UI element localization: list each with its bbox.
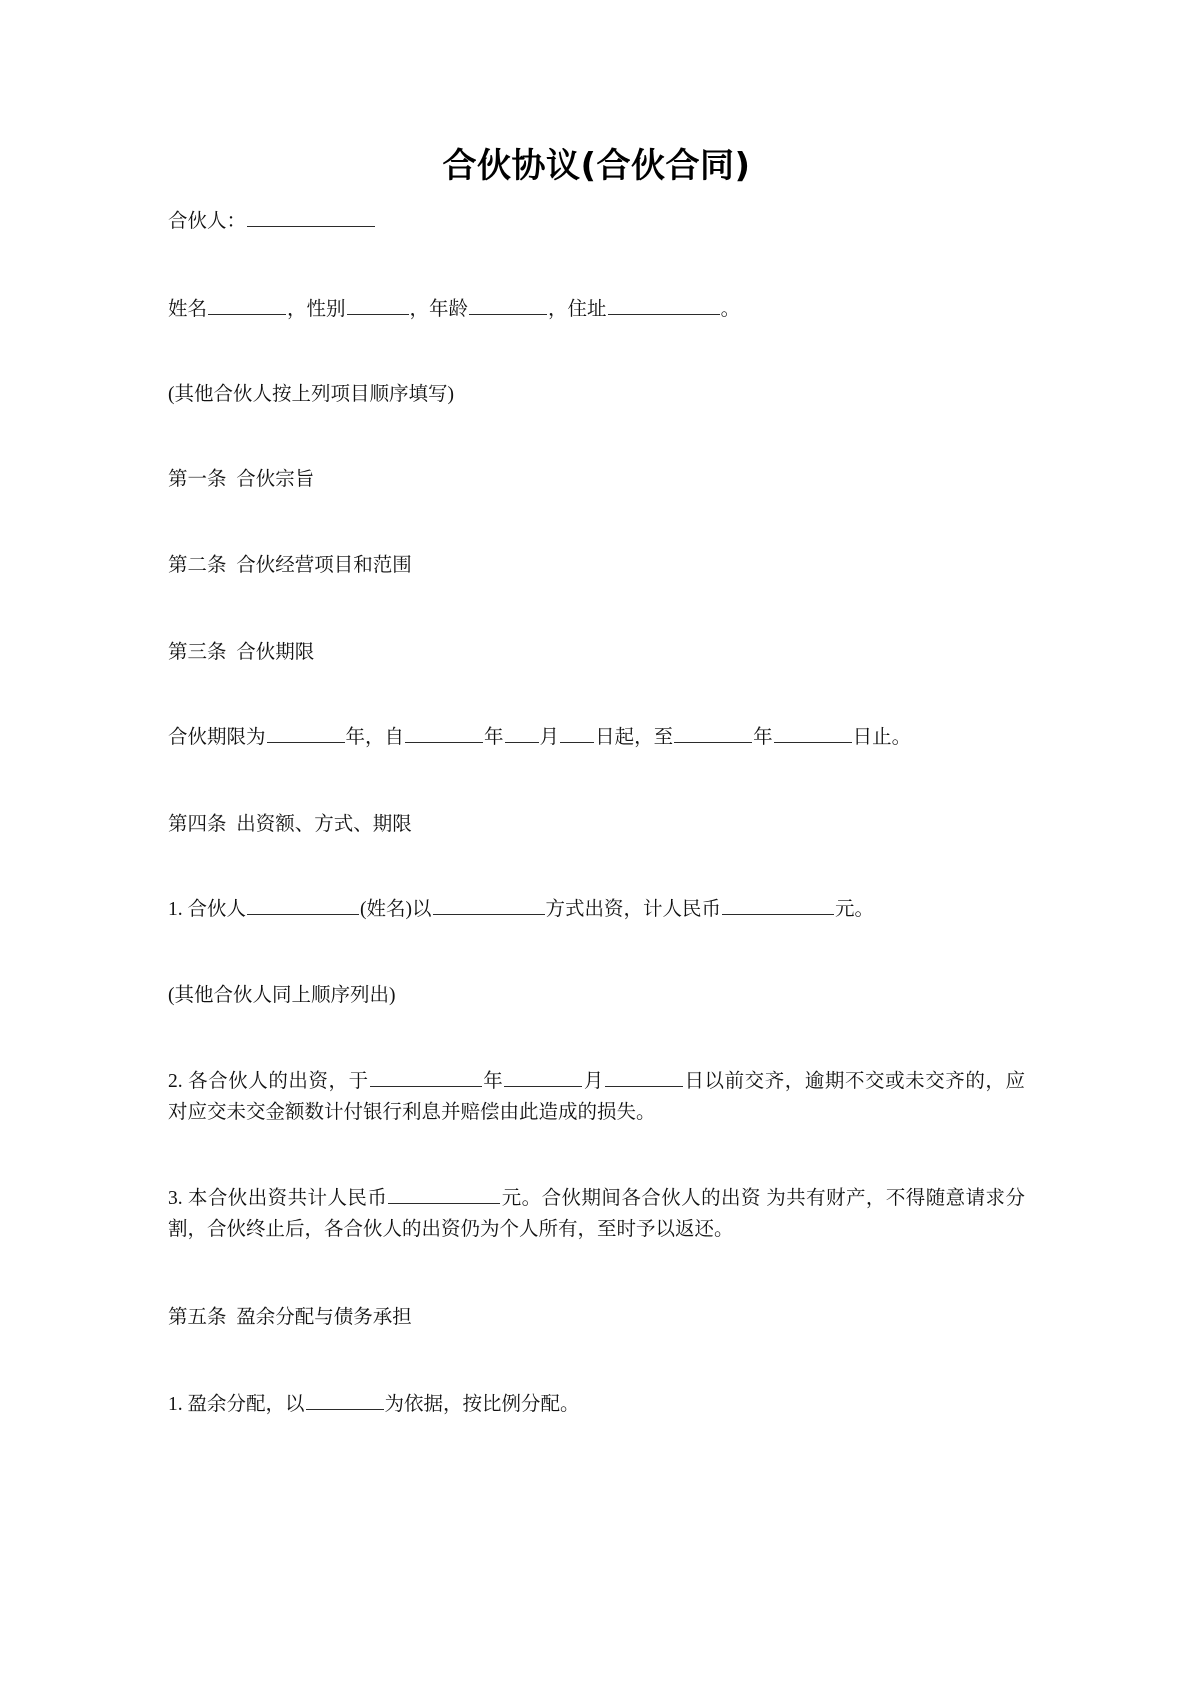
article-4-number: 第四条: [168, 814, 227, 836]
item5-1-suffix: 为依据，按比例分配。: [384, 1394, 580, 1416]
term-start-month-blank[interactable]: [505, 724, 539, 744]
article-1-title: 合伙宗旨: [236, 469, 315, 491]
age-label: ，年龄: [409, 299, 469, 321]
term-from-label: 年，自: [345, 727, 405, 749]
item4-2-year-blank[interactable]: [370, 1068, 482, 1088]
item4-1-amount-blank[interactable]: [722, 896, 834, 916]
article-5-title: 盈余分配与债务承担: [236, 1307, 412, 1329]
article-2-heading: [168, 551, 1025, 581]
item4-1-suffix: 元。: [835, 899, 875, 921]
page-title: 合伙协议(合伙合同): [442, 146, 751, 186]
item4-1-prefix: 1. 合伙人: [168, 899, 247, 921]
term-years-blank[interactable]: [267, 724, 345, 744]
item4-2-day-blank[interactable]: [605, 1068, 683, 1088]
term-end-year-blank[interactable]: [674, 724, 752, 744]
item4-2-year-unit: 年: [482, 1071, 504, 1093]
item4-1-name-label: (姓名)以: [360, 899, 432, 921]
identity-line: [168, 295, 1025, 325]
term-year-unit: 年: [484, 727, 504, 749]
article-5-heading: [168, 1303, 1025, 1333]
article-4-item-2: [168, 1066, 1025, 1128]
term-end-day-blank[interactable]: [774, 724, 852, 744]
article-4-heading: [168, 810, 1025, 840]
term-prefix: 合伙期限为: [168, 727, 266, 749]
item4-3-total-blank[interactable]: [388, 1185, 500, 1205]
article-2-title: 合伙经营项目和范围: [236, 555, 412, 577]
article-3-number: 第三条: [168, 642, 227, 664]
article-4-title: 出资额、方式、期限: [236, 814, 412, 836]
term-end-year-unit: 年: [753, 727, 773, 749]
age-blank[interactable]: [469, 296, 547, 316]
address-blank[interactable]: [608, 296, 720, 316]
item4-2-prefix: 2. 各合伙人的出资，于: [168, 1071, 369, 1093]
note-other-partners-list: (其他合伙人同上顺序列出): [168, 985, 396, 1007]
term-suffix: 日止。: [852, 727, 912, 749]
article-4-item-1: [168, 895, 1025, 925]
item4-3-prefix: 3. 本合伙出资共计人民币: [168, 1188, 388, 1210]
gender-blank[interactable]: [347, 296, 409, 316]
item5-1-prefix: 1. 盈余分配，以: [168, 1394, 305, 1416]
identity-end-mark: 。: [720, 299, 741, 321]
article-3-heading: [168, 638, 1025, 668]
item4-3-body: 元。合伙期间各合伙人的出资 为共有财产，不得随意请求分割，合伙终止后，各合伙人的出资仍为个人所有，至时予以返还。: [168, 1188, 1025, 1241]
partner-name-blank[interactable]: [247, 208, 375, 228]
term-start-year-blank[interactable]: [405, 724, 483, 744]
name-blank[interactable]: [208, 296, 286, 316]
name-label: 姓名: [168, 299, 208, 321]
note-other-partners-fill: (其他合伙人按上列项目顺序填写): [168, 384, 454, 406]
address-label: ，住址: [548, 299, 607, 321]
item4-2-month-unit: 月: [583, 1071, 604, 1093]
item4-2-body: 日以前交齐，逾期不交或未交齐的，应对应交未交金额数计付银行利息并赔偿由此造成的损失。: [168, 1071, 1025, 1124]
partner-label: 合伙人：: [168, 211, 247, 233]
item5-1-basis-blank[interactable]: [306, 1391, 384, 1411]
article-4-item-3: [168, 1183, 1025, 1245]
term-month-unit: 月: [539, 727, 560, 749]
term-to-label: 日起，至: [595, 727, 674, 749]
article-2-number: 第二条: [168, 555, 227, 577]
article-1-number: 第一条: [168, 469, 227, 491]
article-5-number: 第五条: [168, 1307, 227, 1329]
partnership-term-line: [168, 723, 1025, 753]
item4-1-method-blank[interactable]: [433, 896, 545, 916]
article-1-heading: [168, 465, 1025, 495]
term-start-day-blank[interactable]: [560, 724, 594, 744]
item4-2-month-blank[interactable]: [504, 1068, 582, 1088]
article-5-item-1: [168, 1390, 1025, 1420]
gender-label: ，性别: [287, 299, 346, 321]
partner-line: [168, 207, 1025, 237]
item4-1-partner-blank[interactable]: [247, 896, 359, 916]
article-3-title: 合伙期限: [236, 642, 315, 664]
item4-1-method-label: 方式出资，计人民币: [545, 899, 722, 921]
